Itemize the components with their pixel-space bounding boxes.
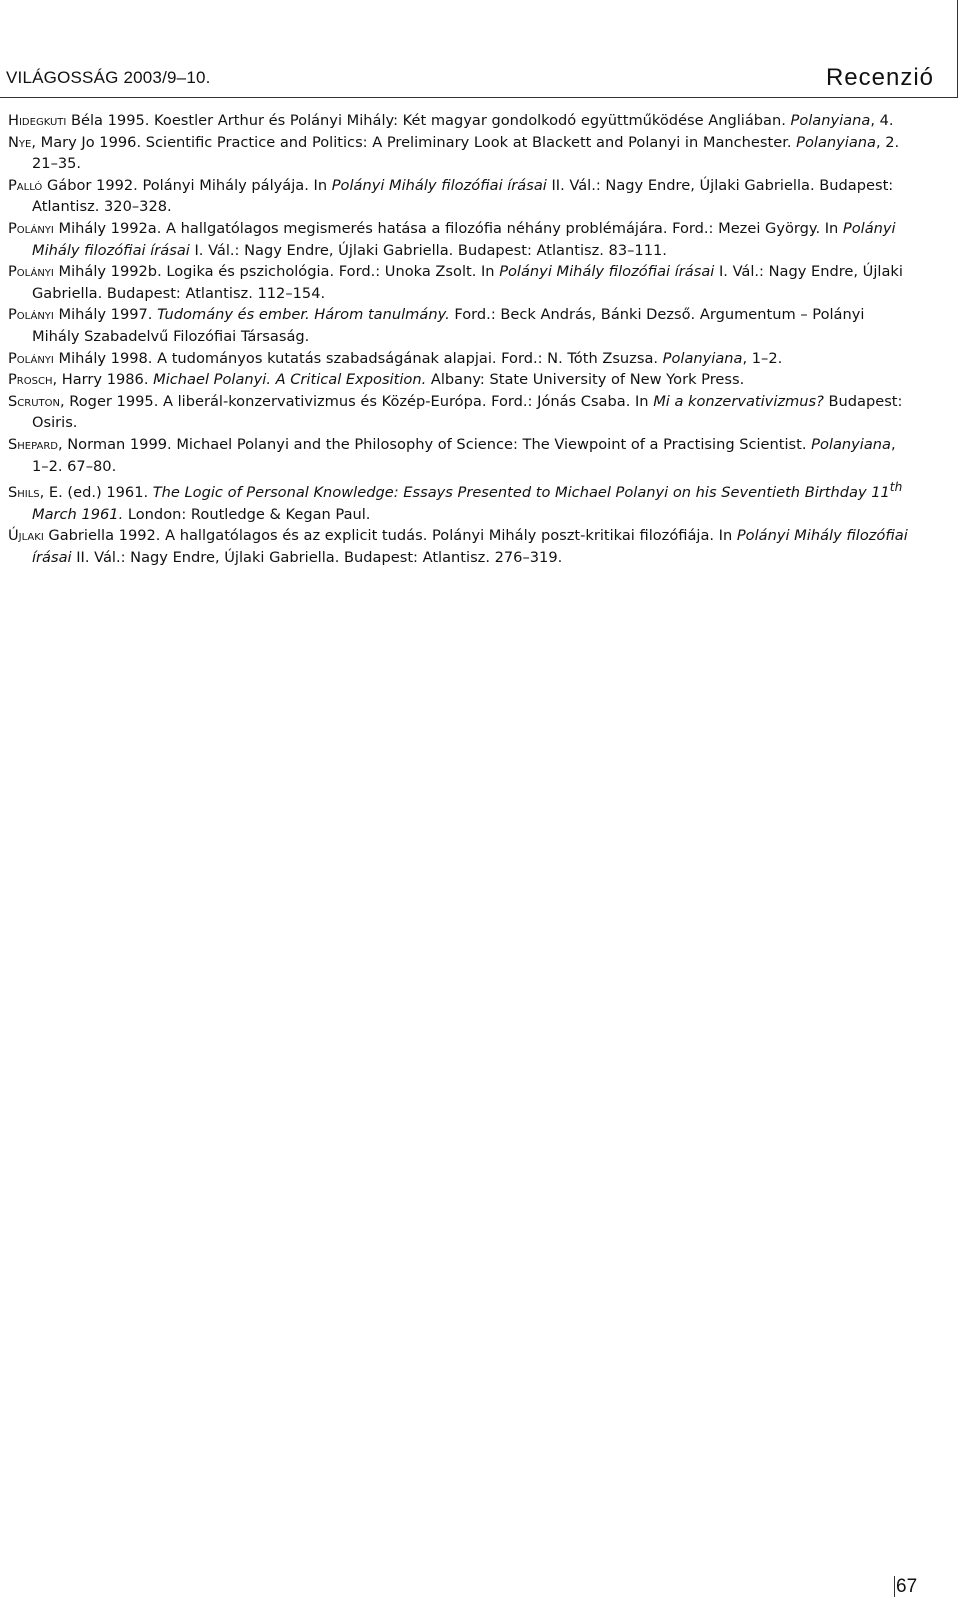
reference-item: Polányi Mihály 1992a. A hallgatólagos megismerés hatása a filozófia néhány problémájára. Ford.: Mezei György. In Polányi Mihály filozófiai írásai I. Vál.: Nagy Endre, Újlaki Gabriella. Budapest: Atlantisz. 83–111. [8, 219, 896, 259]
reference-item: Hidegkuti Béla 1995. Koestler Arthur és Polányi Mihály: Két magyar gondolkodó együttműködése Angliában. Polanyiana, 4. [8, 112, 894, 129]
reference-author: Shils [8, 483, 40, 501]
reference-item: Prosch, Harry 1986. Michael Polanyi. A Critical Exposition. Albany: State University of New York Press. [8, 371, 745, 389]
reference-item: Polányi Mihály 1998. A tudományos kutatás szabadságának alapjai. Ford.: N. Tóth Zsuzsa. Polanyiana, 1–2. [8, 349, 783, 367]
reference-author: Prosch [8, 371, 53, 389]
header-rule [0, 97, 958, 98]
reference-item: Scruton, Roger 1995. A liberál-konzervativizmus és Közép-Európa. Ford.: Jónás Csaba. In Mi a konzervativizmus? Budapest: Osiris. [8, 392, 903, 432]
journal-issue-header: VILÁGOSSÁG 2003/9–10. [6, 68, 211, 87]
section-title: Recenzió [825, 64, 934, 91]
reference-author: Polányi [8, 263, 54, 281]
reference-author: Polányi [8, 349, 54, 367]
reference-item: Shepard, Norman 1999. Michael Polanyi and the Philosophy of Science: The Viewpoint of a Practising Scientist. Polanyiana, 1–2. 67–80. [8, 435, 896, 475]
reference-author: Újlaki [8, 527, 44, 545]
reference-list [8, 110, 908, 568]
reference-item: Újlaki Gabriella 1992. A hallgatólagos és az explicit tudás. Polányi Mihály poszt-kritikai filozófiája. In Polányi Mihály filozófiai írásai II. Vál.: Nagy Endre, Újlaki Gabriella. Budapest: Atlantisz. 276–319. [8, 527, 908, 566]
reference-item: Polányi Mihály 1992b. Logika és pszichológia. Ford.: Unoka Zsolt. In Polányi Mihály filozófiai írásai I. Vál.: Nagy Endre, Újlaki Gabriella. Budapest: Atlantisz. 112–154. [8, 263, 903, 302]
reference-author: Hidegkuti [8, 112, 67, 129]
reference-author: Polányi [8, 306, 54, 324]
reference-author: Shepard [8, 435, 58, 453]
reference-author: Nye [8, 133, 32, 151]
reference-author: Polányi [8, 219, 54, 237]
reference-item: Nye, Mary Jo 1996. Scientific Practice and Politics: A Preliminary Look at Blackett and Polanyi in Manchester. Polanyiana, 2. 21–35. [8, 133, 900, 173]
header-corner-rule [957, 0, 958, 98]
reference-item: Shils, E. (ed.) 1961. The Logic of Personal Knowledge: Essays Presented to Michael Polanyi on his Seventieth Birthday 11th March 1961. London: Routledge & Kegan Paul. [8, 480, 903, 523]
page-number: 67 [896, 1576, 918, 1597]
reference-item: Palló Gábor 1992. Polányi Mihály pályája. In Polányi Mihály filozófiai írásai II. Vál.: Nagy Endre, Újlaki Gabriella. Budapest: Atlantisz. 320–328. [8, 176, 894, 216]
reference-author: Palló [8, 176, 43, 194]
reference-item: Polányi Mihály 1997. Tudomány és ember. Három tanulmány. Ford.: Beck András, Bánki Dezső. Argumentum – Polányi Mihály Szabadelvű Filozófiai Társaság. [8, 306, 865, 345]
page-number-rule [894, 1576, 895, 1597]
reference-author: Scruton [8, 392, 60, 410]
